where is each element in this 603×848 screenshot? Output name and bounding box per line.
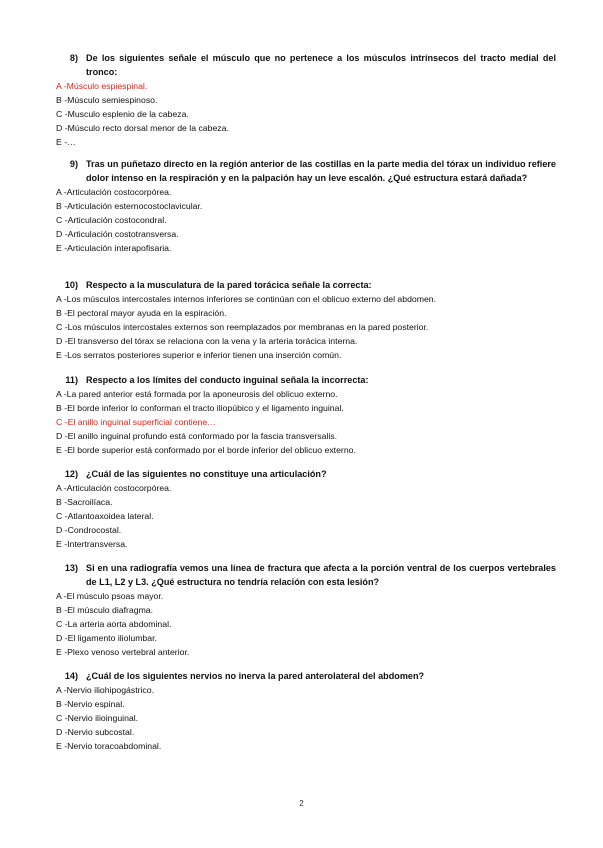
option-text: Nervio toracoabdominal.: [67, 741, 162, 751]
option-e: [56, 645, 556, 659]
option-text: El borde inferior lo conforman el tracto iliopúbico y el ligamento inguinal.: [67, 403, 344, 413]
option-d: [56, 227, 556, 241]
question-13: [56, 561, 556, 659]
option-letter: A -: [56, 294, 67, 304]
option-text: Plexo venoso vertebral anterior.: [67, 647, 190, 657]
option-b: [56, 495, 556, 509]
option-a: [56, 589, 556, 603]
question-stem: [56, 157, 556, 185]
option-text: Musculo esplenio de la cabeza.: [67, 109, 189, 119]
question-stem: [56, 561, 556, 589]
question-text: Respecto a la musculatura de la pared torácica señale la correcta:: [86, 280, 372, 290]
option-text: El ligamento iliolumbar.: [67, 633, 157, 643]
question-number: 9): [69, 159, 78, 169]
option-text: Músculo espiespinal.: [66, 81, 148, 91]
option-c: [56, 107, 556, 121]
option-text: Atlantoaxoidea lateral.: [67, 511, 154, 521]
option-letter: E -: [56, 647, 68, 657]
option-text: Condrocostal.: [67, 525, 122, 535]
option-a: [56, 387, 556, 401]
option-e: [56, 348, 556, 362]
option-a: [56, 185, 556, 199]
option-text: Articulación costocorpórea.: [66, 483, 172, 493]
option-letter: A -: [56, 187, 67, 197]
option-c: [56, 711, 556, 725]
question-text: ¿Cuál de las siguientes no constituye una articulación?: [86, 469, 327, 479]
question-number: 8): [69, 53, 78, 63]
option-letter: D -: [56, 431, 68, 441]
option-text: Músculo recto dorsal menor de la cabeza.: [67, 123, 229, 133]
option-text: Intertransversa.: [67, 539, 128, 549]
option-letter: D -: [56, 123, 68, 133]
option-letter: C -: [56, 511, 68, 521]
question-stem: [56, 51, 556, 79]
option-letter: C -: [56, 322, 68, 332]
option-text: El borde superior está conformado por el borde inferior del oblicuo externo.: [67, 445, 356, 455]
option-letter: A -: [56, 389, 67, 399]
question-text: De los siguientes señale el músculo que no pertenece a los músculos intrínsecos del tracto medial del tronco:: [86, 53, 556, 77]
option-text: …: [67, 137, 76, 147]
option-a: [56, 79, 556, 93]
option-letter: C -: [56, 215, 68, 225]
option-a: [56, 292, 556, 306]
option-letter: B -: [56, 403, 68, 413]
option-letter: E -: [56, 539, 68, 549]
option-letter: A -: [56, 685, 67, 695]
option-e: [56, 135, 556, 149]
option-letter: E -: [56, 445, 68, 455]
option-a: [56, 481, 556, 495]
question-stem: [56, 669, 556, 683]
option-text: Los músculos intercostales internos inferiores se continúan con el oblicuo externo del abdomen.: [66, 294, 437, 304]
option-d: [56, 429, 556, 443]
option-c: [56, 320, 556, 334]
question-text: Respecto a los límites del conducto inguinal señala la incorrecta:: [86, 375, 369, 385]
question-number: 12): [64, 469, 78, 479]
option-d: [56, 631, 556, 645]
option-text: Los serratos posteriores superior e inferior tienen una inserción común.: [67, 350, 342, 360]
option-letter: E -: [56, 243, 68, 253]
question-stem: [56, 278, 556, 292]
option-letter: B -: [56, 605, 68, 615]
option-b: [56, 306, 556, 320]
option-text: Los músculos intercostales externos son reemplazados por membranas en la pared posterior.: [67, 322, 429, 332]
option-text: El músculo diafragma.: [67, 605, 154, 615]
question-number: 14): [64, 671, 78, 681]
question-11: [56, 373, 556, 457]
question-8: [56, 51, 556, 149]
question-number: 10): [64, 280, 78, 290]
page-number: 2: [299, 799, 304, 808]
option-d: [56, 334, 556, 348]
option-text: La arteria aorta abdominal.: [67, 619, 172, 629]
option-b: [56, 603, 556, 617]
option-letter: C -: [56, 417, 68, 427]
option-d: [56, 725, 556, 739]
question-10: [56, 278, 556, 362]
option-c: [56, 213, 556, 227]
option-text: Nervio espinal.: [67, 699, 125, 709]
option-letter: A -: [56, 591, 67, 601]
option-b: [56, 401, 556, 415]
option-text: Articulación costocondral.: [67, 215, 167, 225]
option-letter: C -: [56, 713, 68, 723]
question-text: ¿Cuál de los siguientes nervios no inerva la pared anterolateral del abdomen?: [86, 671, 425, 681]
option-a: [56, 683, 556, 697]
option-text: Nervio subcostal.: [67, 727, 135, 737]
option-letter: B -: [56, 497, 68, 507]
option-text: El músculo psoas mayor.: [66, 591, 164, 601]
question-number: 11): [65, 375, 78, 385]
option-e: [56, 537, 556, 551]
option-c: [56, 509, 556, 523]
option-text: La pared anterior está formada por la aponeurosis del oblicuo externo.: [66, 389, 338, 399]
option-letter: D -: [56, 229, 68, 239]
option-letter: B -: [56, 699, 68, 709]
option-text: Sacroilíaca.: [67, 497, 113, 507]
option-text: El anillo inguinal profundo está conformado por la fascia transversalis.: [67, 431, 338, 441]
option-e: [56, 443, 556, 457]
option-text: Articulación costocorpórea.: [66, 187, 172, 197]
option-letter: D -: [56, 525, 68, 535]
question-number: 13): [64, 563, 78, 573]
option-letter: D -: [56, 336, 68, 346]
question-14: [56, 669, 556, 753]
option-letter: B -: [56, 308, 68, 318]
option-d: [56, 121, 556, 135]
question-stem: [56, 373, 556, 387]
option-letter: E -: [56, 741, 68, 751]
option-b: [56, 93, 556, 107]
option-letter: D -: [56, 727, 68, 737]
option-letter: B -: [56, 201, 68, 211]
option-text: Articulación interapofisaria.: [67, 243, 172, 253]
option-c: [56, 617, 556, 631]
option-c: [56, 415, 556, 429]
option-letter: B -: [56, 95, 68, 105]
question-12: [56, 467, 556, 551]
option-letter: A -: [56, 81, 67, 91]
question-text: Si en una radiografía vemos una línea de fractura que afecta a la porción ventral de los cuerpos vertebrales de L1, L2 y L3. ¿Qué estructura no tendría relación con esta lesión?: [86, 563, 556, 587]
option-letter: D -: [56, 633, 68, 643]
option-text: El anillo inguinal superficial contiene…: [67, 417, 216, 427]
option-text: Nervio ilioinguinal.: [67, 713, 139, 723]
option-e: [56, 241, 556, 255]
option-letter: E -: [56, 350, 68, 360]
option-text: Músculo semiespinoso.: [67, 95, 158, 105]
option-text: El pectoral mayor ayuda en la espiración.: [67, 308, 227, 318]
option-letter: C -: [56, 109, 68, 119]
option-text: Articulación esternocostoclavicular.: [67, 201, 203, 211]
option-b: [56, 697, 556, 711]
option-letter: A -: [56, 483, 67, 493]
option-text: Articulación costotransversa.: [67, 229, 179, 239]
option-letter: C -: [56, 619, 68, 629]
option-d: [56, 523, 556, 537]
question-text: Tras un puñetazo directo en la región anterior de las costillas en la parte media del tórax un individuo refiere dolor intenso en la respiración y en la palpación hay un leve escalón. ¿Qué estructura estará dañada?: [86, 159, 556, 183]
question-stem: [56, 467, 556, 481]
option-letter: E -: [56, 137, 68, 147]
option-b: [56, 199, 556, 213]
question-9: [56, 157, 556, 255]
option-text: El transverso del tórax se relaciona con la vena y la arteria torácica interna.: [67, 336, 358, 346]
option-text: Nervio iliohipogástrico.: [66, 685, 155, 695]
option-e: [56, 739, 556, 753]
